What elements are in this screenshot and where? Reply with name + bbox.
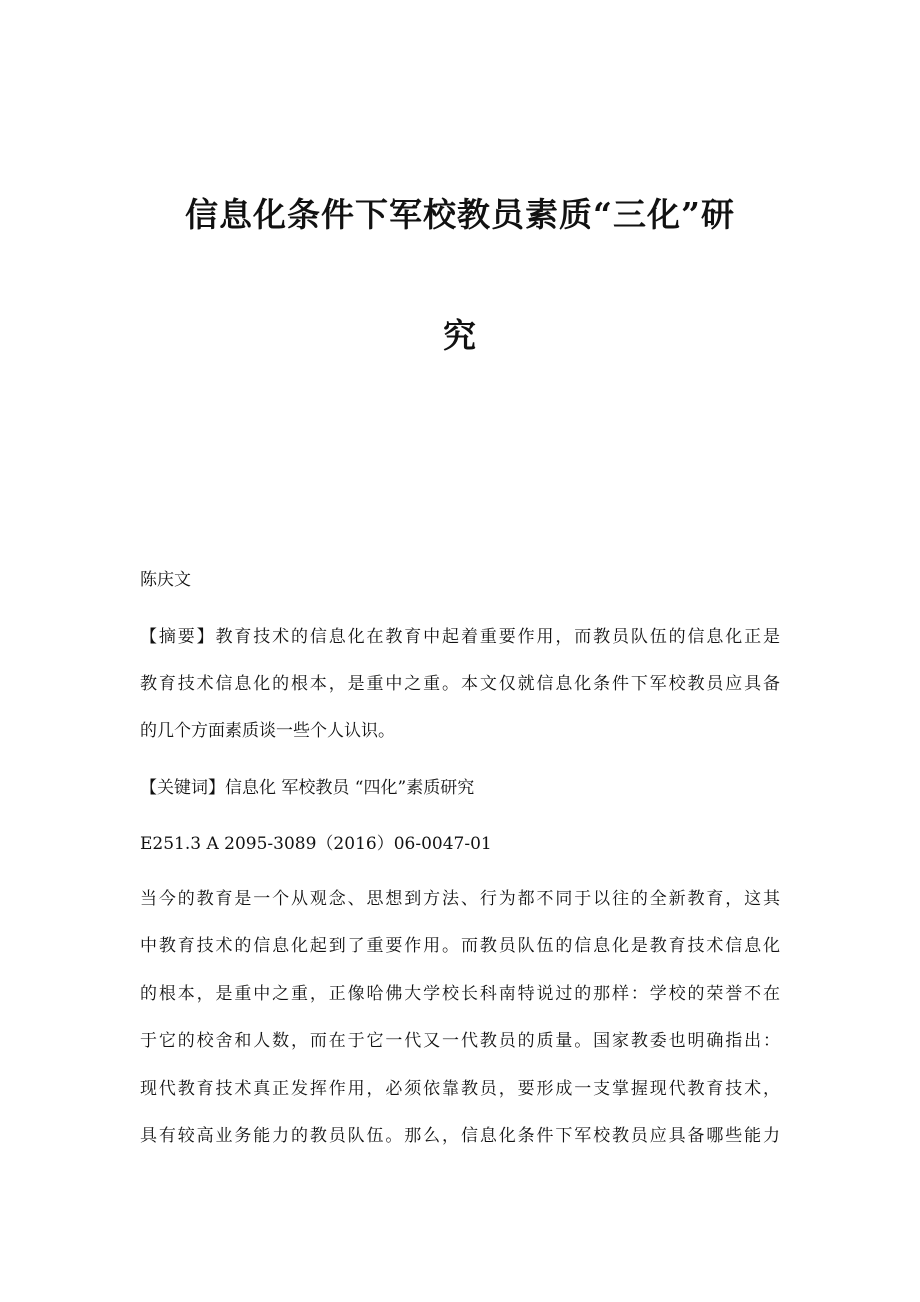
abstract-line: 【摘要】教育技术的信息化在教育中起着重要作用，而教员队伍的信息化正是 [140,627,780,647]
classification-line: E251.3 A 2095-3089（2016）06-0047-01 [140,834,492,854]
body-line: 中教育技术的信息化起到了重要作用。而教员队伍的信息化是教育技术信息化 [140,936,780,956]
abstract-line: 教育技术信息化的根本，是重中之重。本文仅就信息化条件下军校教员应具备 [140,674,780,694]
body-line: 现代教育技术真正发挥作用，必须依靠教员，要形成一支掌握现代教育技术， [140,1079,780,1099]
author-name: 陈庆文 [140,570,191,590]
body-line: 的根本，是重中之重，正像哈佛大学校长科南特说过的那样：学校的荣誉不在 [140,984,780,1004]
body-line: 于它的校舍和人数，而在于它一代又一代教员的质量。国家教委也明确指出： [140,1031,780,1051]
keywords-line: 【关键词】信息化 军校教员 “四化”素质研究 [140,778,475,798]
paper-title-line-1: 信息化条件下军校教员素质“三化”研 [185,195,735,234]
body-line: 当今的教育是一个从观念、思想到方法、行为都不同于以往的全新教育，这其 [140,889,780,909]
body-line: 具有较高业务能力的教员队伍。那么，信息化条件下军校教员应具备哪些能力 [140,1126,780,1146]
paper-title-line-2: 究 [443,316,477,355]
abstract-line: 的几个方面素质谈一些个人认识。 [140,721,395,741]
